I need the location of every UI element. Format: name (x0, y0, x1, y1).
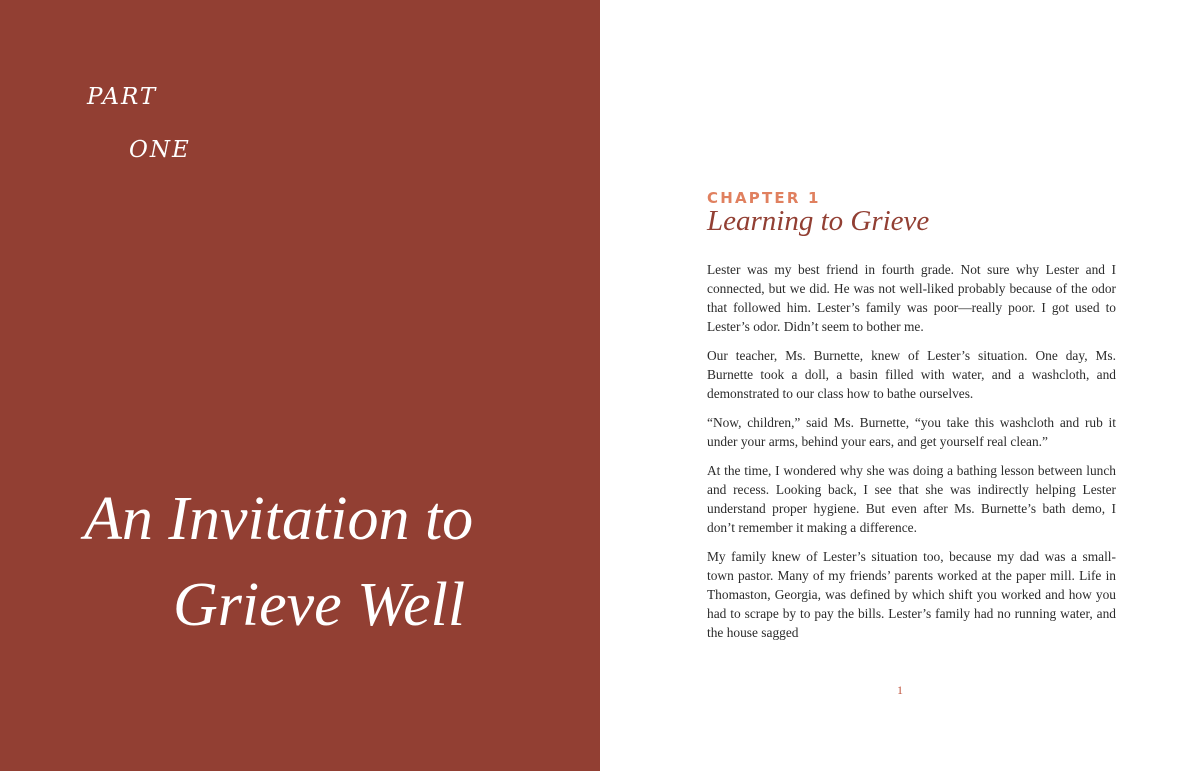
chapter-label: CHAPTER 1 (707, 189, 821, 207)
body-paragraph: Our teacher, Ms. Burnette, knew of Lester’s situation. One day, Ms. Burnette took a doll, a basin filled with water, and a washcloth, and demonstrated to our class how to bathe ourselves. (707, 348, 1116, 401)
body-paragraph: “Now, children,” said Ms. Burnette, “you take this washcloth and rub it under your arms, behind your ears, and get yourself real clean.” (707, 415, 1116, 449)
chapter-title: Learning to Grieve (707, 205, 930, 237)
chapter-page (600, 0, 1200, 771)
part-word: PART (87, 84, 158, 110)
part-title-line-2: Grieve Well (173, 571, 466, 639)
body-paragraph: Lester was my best friend in fourth grade. Not sure why Lester and I connected, but we did. He was not well-liked probably because of the odor that followed him. Lester’s family was poor—really poor. I got used to Lester’s odor. Didn’t seem to bother me. (707, 262, 1116, 334)
body-paragraph: At the time, I wondered why she was doing a bathing lesson between lunch and recess. Looking back, I see that she was indirectly helping Lester understand proper hygiene. But even after Ms. Burnette’s bath demo, I don’t remember it making a difference. (707, 463, 1116, 535)
page-number: 1 (897, 683, 903, 697)
chapter-body (707, 260, 1116, 652)
body-paragraph: My family knew of Lester’s situation too, because my dad was a small-town pastor. Many of my friends’ parents worked at the paper mill. Life in Thomaston, Georgia, was defined by which shift you worked and how you had to scrape by to pay the bills. Lester’s family had no running water, and the house sagged (707, 549, 1116, 640)
part-number: ONE (129, 137, 191, 163)
part-title-line-1: An Invitation to (84, 485, 474, 553)
